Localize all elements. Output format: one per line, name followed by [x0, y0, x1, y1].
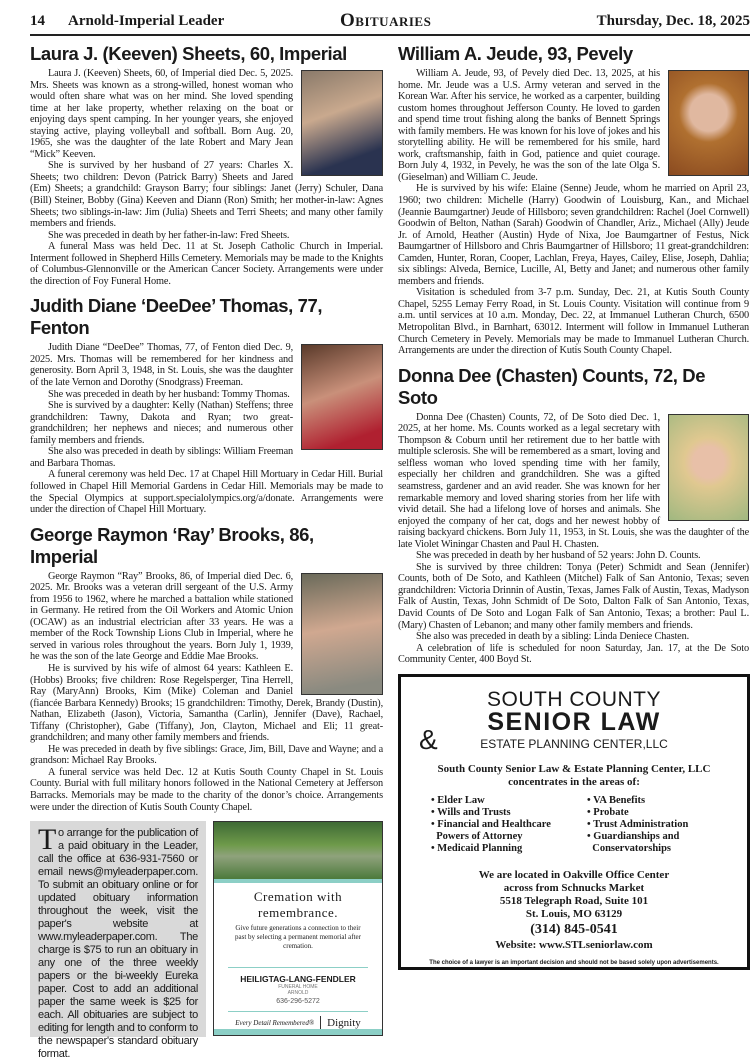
- practice-area: • VA Benefits: [587, 794, 646, 806]
- ampersand: &: [419, 723, 438, 755]
- paragraph: George Raymon “Ray” Brooks, 86, of Imperial died Dec. 6, 2025. Mr. Brooks was a veteran drill sergeant of the U.S. Army from 1956 to 1962, where he marched a battalion while stationed in Germany. He retired from the Oil Workers and Atomic Union (OCAW) as an industrial electrician after 33 years. He was a member of the Rock Township Lions Club in Imperial, where he served in various roles throughout the years. Born July 1, 1939, he was the son of the late George and Eddie Mae Brooks.: [30, 570, 293, 663]
- practice-area: Powers of Attorney: [431, 830, 523, 842]
- practice-area: Conservatorships: [587, 842, 672, 854]
- practice-areas-right: [587, 795, 717, 855]
- paragraph: Visitation is scheduled from 3-7 p.m. Sunday, Dec. 21, at Kutis South County Chapel, 5255 Lemay Ferry Road, in St. Louis County. Visitation will continue from 9 a.m. until services at 10 a.m. Monday, Dec. 22, at Immanuel Lutheran Church, 6500 Metropolitan Blvd., in Barnhart, 63012. Interment will follow in Immanuel Lutheran Church Cemetery in Pevely. Memorials may be made to Immanuel Lutheran Church. Arrangements are under the direction of Kutis South County Chapel.: [398, 287, 749, 357]
- disclaimer: The choice of a lawyer is an important decision and should not be based solely upon advertisements.: [429, 959, 719, 966]
- practice-area: • Elder Law: [431, 794, 485, 806]
- address-line: 5518 Telegraph Road, Suite 101: [499, 894, 649, 907]
- dignity-logo: Dignity: [327, 1017, 361, 1030]
- portrait-photo: [301, 70, 383, 176]
- ad-headline: Cremation with remembrance.: [253, 889, 343, 921]
- drop-cap: T: [38, 823, 57, 857]
- firm-name: South County Senior Law & Estate Planning Center, LLC: [437, 762, 711, 775]
- ad-tagline: Every Detail Remembered®: [235, 1019, 315, 1028]
- portrait-photo: [301, 344, 383, 450]
- paragraph: She was preceded in death by her husband of 52 years: John D. Counts.: [416, 550, 701, 562]
- obituary-sheets: [30, 43, 383, 287]
- paragraph: Judith Diane “DeeDee” Thomas, 77, of Fenton died Dec. 9, 2025. Mrs. Thomas will be remembered for her kindness and generosity. Born April 3, 1948, in St. Louis, she was the daughter of the late Vernon and Dorothy (Snodgrass) Freeman.: [30, 342, 293, 389]
- paragraph: She is survived by her husband of 27 years: Charles X. Sheets; two children: Devon (Patrick Barry) Sheets and Jared (Em) Sheets; a grandchild: Grayson Barry; four siblings: Janet (Jerry) Schuler, Dana (Bill) Steiner, Bobby (Gina) Keeven and Diann (Ron) Smith; her mother-in-law: Agnes Sheets; two siblings-in-law: Jim (Julia) Sheets and Terri Sheets; and many other family members and friends.: [30, 160, 383, 230]
- notice-text: o arrange for the publication of a paid obituary in the Leader, call the office at 636-931-7560 or email news@myleaderpaper.com. To submit an obituary online or for updated obituary information throughout the week, visit the paper's website at www.myleaderpaper.com. The charge is $75 to run an obituary in any one of the three weekly papers or the bi-weekly Eureka paper. Cost to add an additional paper the same week is $25 for each. All obituaries are subject to editing for length and to conform to the newspaper's standard obituary format.: [38, 827, 198, 1061]
- paragraph: A funeral service was held Dec. 12 at Kutis South County Chapel in St. Louis County. Burial with full military honors followed in the National Cemetery at Jefferson Barracks. Memorials may be made to the charity of the donor’s choice. Arrangements were under the direction of Kutis South County Chapel.: [30, 766, 383, 813]
- obituary-thomas: [30, 295, 383, 515]
- paragraph: He was preceded in death by five siblings: Grace, Jim, Bill, Dave and Wayne; and a grandson: Michael Ray Brooks.: [30, 743, 383, 767]
- logo-line-1: SOUTH COUNTY: [487, 687, 661, 711]
- paragraph: A funeral Mass was held Dec. 11 at St. Joseph Catholic Church in Imperial. Interment followed in Shepherd Hills Cemetery. Memorials may be made to the Knights of Columbus-Glennonville or the American Cancer Society. Arrangements were under the direction of Foy Funeral Home.: [30, 241, 383, 287]
- obituary-title: George Raymon ‘Ray’ Brooks, 86, Imperial: [30, 523, 314, 567]
- obituary-title: Donna Dee (Chasten) Counts, 72, De Soto: [398, 364, 706, 408]
- location-line: We are located in Oakville Office Center: [478, 868, 670, 881]
- garden-photo: [214, 822, 382, 879]
- obituary-counts: [398, 365, 749, 666]
- cremation-ad[interactable]: [213, 821, 383, 1036]
- issue-date: Thursday, Dec. 18, 2025: [596, 13, 750, 29]
- practice-area: • Guardianships and: [587, 830, 680, 842]
- practice-areas-left: [431, 795, 551, 855]
- paragraph: She is survived by three children: Tonya (Peter) Schmidt and Sean (Jennifer) Counts, both of De Soto, and Kathleen (Mitchel) Falk of San Antonio, Texas; seven grandchildren: Victoria Drinnin of Austin, Texas, James Falk of Austin, Texas, Madyson Falk of Austin, Texas, John Schmidt of De Soto, Dalton Falk of San Antonio, Texas, David Counts of De Soto and Logan Falk of San Antonio, Texas; a brother: Paul L. (Mary) Chasten of Lebanon; and many other family members and friends.: [398, 561, 749, 631]
- obituary-submission-notice: [30, 821, 206, 1061]
- ad-body: Give future generations a connection to their past by selecting a permanent memorial after cremation.: [235, 924, 361, 951]
- paragraph: She was preceded in death by her father-in-law: Fred Sheets.: [48, 229, 290, 241]
- funeral-home-phone: 636-296-5272: [276, 998, 320, 1006]
- paragraph: A funeral ceremony was held Dec. 17 at Chapel Hill Mortuary in Cedar Hill. Burial followed in Chapel Hill Memorial Gardens in Cedar Hill. Memorials may be made to the Special Olympics at support.specialolympics.org/a/donate. Arrangements were under the direction of Chapel Hill Mortuary.: [30, 469, 383, 516]
- portrait-photo: [301, 573, 383, 695]
- practice-area: • Financial and Healthcare: [431, 818, 551, 830]
- obituary-brooks: [30, 524, 383, 813]
- paragraph: Laura J. (Keeven) Sheets, 60, of Imperial died Dec. 5, 2025. Mrs. Sheets was known as a strong-willed, honest woman who would often share what was on her mind. She loved spending time at her lake property, whether relaxing on the boat or enjoying days spent camping. In her younger years, she enjoyed staying active, playing volleyball and softball. Born Aug. 20, 1965, she was the daughter of the late Robert and Mary Jean “Mick” Keeven.: [30, 68, 293, 160]
- page-number: 14: [30, 13, 45, 29]
- paragraph: She also was preceded in death by a sibling: Linda Deniece Chasten.: [416, 631, 690, 643]
- obituary-title: William A. Jeude, 93, Pevely: [398, 43, 633, 64]
- paragraph: Donna Dee (Chasten) Counts, 72, of De Soto died Dec. 1, 2025, at her home. Ms. Counts worked as a legal secretary with Thompson & Coburn until her retirement due to her battle with multiple sclerosis. She will be remembered as a smart, loving and selfless woman who loved spending time with her family, especially her children and grandchildren. She was a gifted seamstress, gardener and an avid reader. She was known for her remarkable memory and loved sharing stories from her life with vivid detail. She had a lifelong love of horses and animals. She enjoyed the company of her cat, dogs and her newest hobby of raising backyard chickens. Born July 11, 1953, in St. Louis, she was the daughter of the late Violet Winingar Chasten and Paul H. Chasten.: [398, 411, 749, 550]
- portrait-photo: [668, 414, 749, 521]
- practice-area: • Medicaid Planning: [431, 842, 523, 854]
- paragraph: William A. Jeude, 93, of Pevely died Dec. 13, 2025, at his home. Mr. Jeude was a U.S. Army veteran and served in the Korean War. After his service, he worked as a carpenter, building custom homes throughout Jefferson County. He loved to garden and spend time trout fishing along the banks of Bennett Springs with family members. He was known for his love of jokes and his storytelling ability. He will be remembered for his smile, hard work, craftsmanship, faith in God, patience and quiet courage. Born July 4, 1932, in Pevely, he was the son of the late Olga S. (Gieselman) and William C. Jeude.: [398, 68, 660, 183]
- paragraph: She is survived by a daughter: Kelly (Nathan) Steffens; three grandchildren: Tawny, Dakota and Ryan; two great-grandchildren; her nephews and nieces; and numerous other family members and friends.: [30, 400, 293, 446]
- paragraph: A celebration of life is scheduled for noon Saturday, Jan. 17, at the De Soto Community Center, 400 Boyd St.: [398, 642, 749, 666]
- address-line: St. Louis, MO 63129: [525, 907, 623, 920]
- funeral-home-name: HEILIGTAG-LANG-FENDLER: [240, 974, 356, 985]
- paragraph: She also was preceded in death by siblings: William Freeman and Barbara Thomas.: [30, 446, 293, 469]
- paragraph: She was preceded in death by her husband: Tommy Thomas.: [48, 388, 290, 400]
- section-title: Obituaries: [340, 10, 432, 31]
- paragraph: He is survived by his wife of almost 64 years: Kathleen E. (Hobbs) Brooks; five children: Rose Regelsperger, Tina Herrell, Ray (MaryAnn) Brooks, Kim (Mike) Coleman and Daniel (fiancée Barbara Kennedy) Brooks; 15 grandchildren: Timothy, Derek, Brandy (Dustin), Nathan, Elizabeth (Jason), Victoria, Samantha (Carlin), Jennifer (Dave), Rachael, Tiffany (Christopher), Gabe (Tiffany), Jon, Clayton, Michael and Eli; 11 great-grandchildren; and many other family members and friends.: [30, 662, 383, 744]
- obituary-jeude: [398, 43, 749, 357]
- obituary-title: Laura J. (Keeven) Sheets, 60, Imperial: [30, 43, 347, 64]
- obituary-title: Judith Diane ‘DeeDee’ Thomas, 77, Fenton: [30, 295, 323, 339]
- portrait-photo: [668, 70, 749, 176]
- funeral-home-sub: FUNERAL HOME: [278, 984, 318, 991]
- concentrates-label: concentrates in the areas of:: [508, 775, 640, 788]
- logo-line-2: SENIOR LAW: [487, 707, 661, 736]
- paper-name: Arnold-Imperial Leader: [68, 13, 225, 29]
- website-link[interactable]: Website: www.STLseniorlaw.com: [495, 938, 653, 951]
- page-header: [30, 10, 750, 36]
- funeral-home-city: ARNOLD: [287, 990, 309, 997]
- logo-line-3: [401, 723, 747, 755]
- practice-area: • Wills and Trusts: [431, 806, 511, 818]
- bottom-ads-row: [30, 821, 383, 1061]
- location-line: across from Schnucks Market: [503, 881, 645, 894]
- left-column: [30, 43, 383, 1061]
- logo-text: ESTATE PLANNING CENTER,LLC: [480, 736, 668, 751]
- practice-area: • Trust Administration: [587, 818, 689, 830]
- senior-law-ad[interactable]: [398, 674, 750, 970]
- practice-area: • Probate: [587, 806, 629, 818]
- phone-number[interactable]: (314) 845-0541: [530, 921, 618, 937]
- paragraph: He is survived by his wife: Elaine (Senne) Jeude, whom he married on April 23, 1960; two children: Michelle (Harry) Goodwin of Louisburg, Kan., and Michael (Jeannie Baumgartner) Jeude of Hillsboro; seven grandchildren: Rachel (Joel Cornwell) Goodwin of Belton, Nathan (Sarah) Goodwin of Chandler, Ariz., Michael (Ally) Jeude Jr. of Arnold, Heather (Austin) Hyde of Nixa, Joe Baumgartner of Festus, Nick Baumgartner of Hillsboro and Chris Baumgartner of Hillsboro; 11 great-grandchildren: Camden, Hunter, Roran, Cooper, Lachlan, Freya, Hayes, Cailey, Elise, Joseph, Dahlia; six siblings: Alveda, Bernice, Lucille, Al, Betty and Janet; and numerous other family members and friends.: [398, 183, 749, 287]
- right-column: [398, 43, 749, 970]
